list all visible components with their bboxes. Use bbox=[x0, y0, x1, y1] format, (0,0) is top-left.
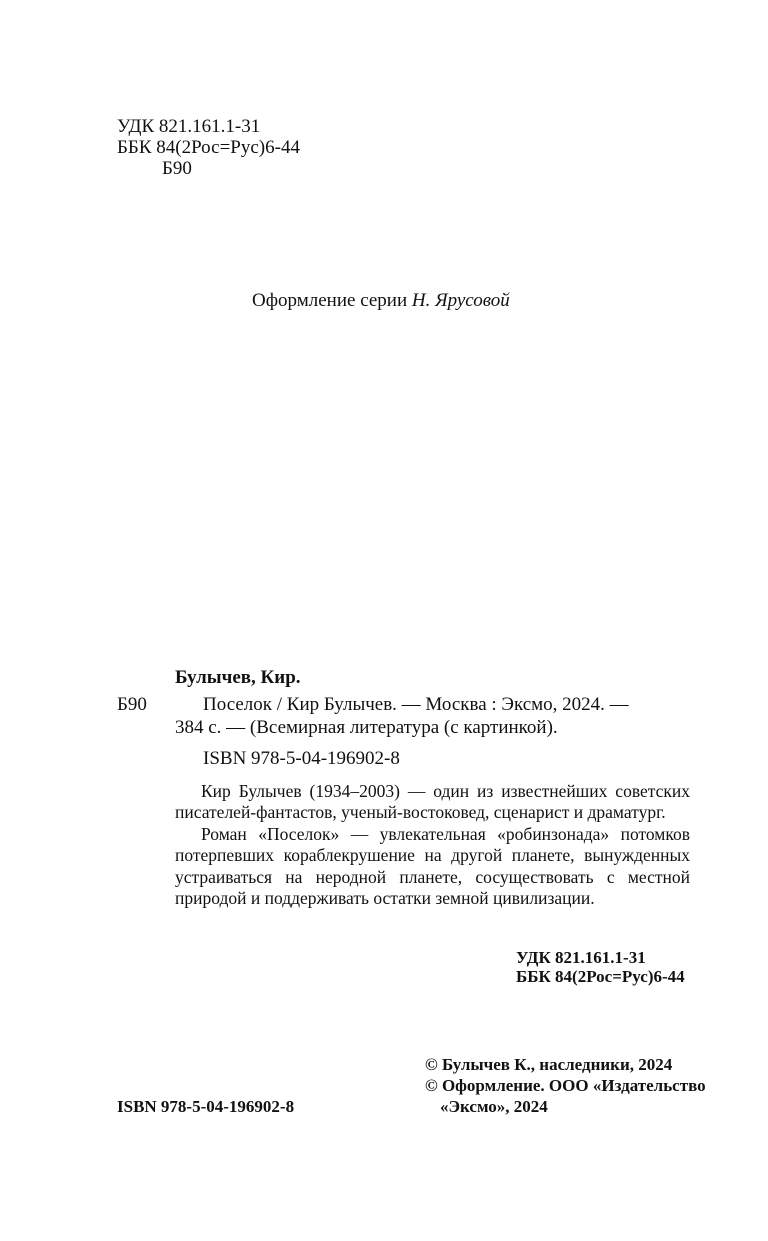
catalog-pages-series: 384 с. — (Всемирная литература (с картинкой). bbox=[175, 717, 558, 738]
author-mark-top: Б90 bbox=[162, 158, 192, 179]
catalog-author: Булычев, Кир. bbox=[175, 667, 301, 688]
annotation-novel-summary: Роман «Поселок» — увлекательная «робинзонада» потомков потерпевших кораблекрушение на другой планете, вынужденных устраиваться на неродной планете, сосуществовать с местной природой и поддерживать остатки земной цивилизации. bbox=[175, 823, 690, 909]
series-designer-name: Н. Ярусовой bbox=[411, 290, 510, 311]
copyright-author: © Булычев К., наследники, 2024 bbox=[425, 1055, 673, 1074]
series-design-label: Оформление серии bbox=[252, 290, 408, 311]
bbk-code-top: ББК 84(2Рос=Рус)6-44 bbox=[117, 137, 300, 158]
catalog-isbn: ISBN 978-5-04-196902-8 bbox=[203, 748, 400, 769]
copyright-design-line1: © Оформление. ООО «Издательство bbox=[425, 1076, 706, 1095]
udk-code-top: УДК 821.161.1-31 bbox=[117, 116, 261, 137]
series-design-credit bbox=[252, 290, 510, 312]
copyright-design-line2: «Эксмо», 2024 bbox=[440, 1097, 548, 1116]
catalog-bbk: ББК 84(2Рос=Рус)6-44 bbox=[516, 967, 685, 986]
catalog-title-line: Поселок / Кир Булычев. — Москва : Эксмо, 2024. — bbox=[203, 694, 629, 715]
annotation-author-bio: Кир Булычев (1934–2003) — один из известнейших советских писателей-фантастов, ученый-востоковед, сценарист и драматург. bbox=[175, 781, 690, 823]
catalog-author-mark: Б90 bbox=[117, 694, 147, 715]
catalog-annotation bbox=[175, 781, 690, 909]
footer-isbn: ISBN 978-5-04-196902-8 bbox=[117, 1097, 295, 1116]
catalog-udk: УДК 821.161.1-31 bbox=[516, 948, 646, 967]
